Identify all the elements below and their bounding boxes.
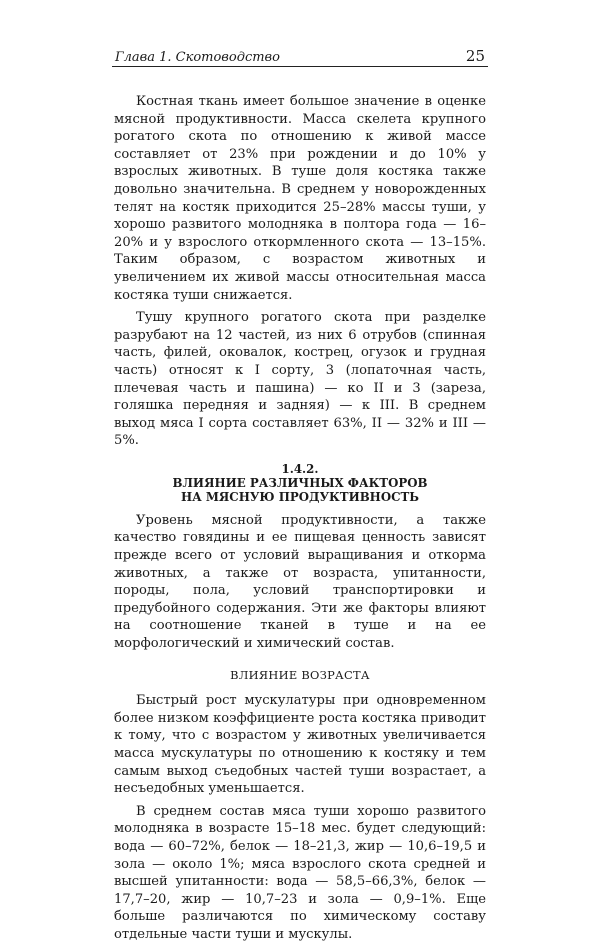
paragraph-productivity-factors: Уровень мясной продуктивности, а также качество говядины и ее пищевая ценность зависят прежде всего от условий выращивания и откорма животных, а также от возраста, упитанности, породы, пола, условий транспортировки и предубойного содержания. Эти же факторы влияют на соотношение тканей в туше и на ее морфологический и химический состав.: [114, 512, 486, 652]
section-title-line-1: ВЛИЯНИЕ РАЗЛИЧНЫХ ФАКТОРОВ: [172, 475, 428, 490]
section-number: 1.4.2.: [281, 461, 319, 476]
subsection-title: ВЛИЯНИЕ ВОЗРАСТА: [230, 667, 370, 682]
section-title: [114, 476, 486, 504]
paragraph-bone-tissue: Костная ткань имеет большое значение в оценке мясной продуктивности. Масса скелета крупного рогатого скота по отношению к живой массе составляет от 23% при рождении и до 10% у взрослых животных. В туше доля костяка также довольно значительна. В среднем у новорожденных телят на костяк приходится 25–28% массы туши, у хорошо развитого молодняка в полтора года — 16–20% и у взрослого откормленного скота — 13–15%. Таким образом, с возрастом животных и увеличением их живой массы относительная масса костяка туши снижается.: [114, 94, 486, 303]
section-title-line-2: НА МЯСНУЮ ПРОДУКТИВНОСТЬ: [180, 489, 420, 504]
chapter-title: Глава 1. Скотоводство: [115, 50, 280, 65]
paragraph-carcass-cutting: Тушу крупного рогатого скота при разделке разрубают на 12 частей, из них 6 отрубов (спинная часть, филей, оковалок, кострец, огузок и грудная часть) относят к I сорту, 3 (лопаточная часть, плечевая часть и пашина) — ко II и 3 (зареза, голяшка передняя и задняя) — к III. В среднем выход мяса I сорта составляет 63%, II — 32% и III — 5%.: [114, 310, 486, 449]
page-body: [114, 93, 486, 949]
page-number: 25: [465, 47, 485, 65]
paragraph-muscle-growth: Быстрый рост мускулатуры при одновременном более низком коэффициенте роста костяка приводит к тому, что с возрастом у животных увеличивается масса мускулатуры по отношению к костяку и тем самым выход съедобных частей туши возрастает, а несъедобных уменьшается.: [114, 693, 486, 797]
running-header: [115, 47, 485, 65]
paragraph-meat-composition: В среднем состав мяса туши хорошо развитого молодняка в возрасте 15–18 мес. будет следующий: вода — 60–72%, белок — 18–21,3, жир — 10,6–19,5 и зола — около 1%; мяса взрослого скота средней и высшей упитанности: вода — 58,5–66,3%, белок — 17,7–20, жир — 10,7–23 и зола — 0,9–1%. Еще больше различаются по химическому составу отдельные части туши и мускулы.: [114, 803, 486, 942]
header-rule: [112, 66, 488, 67]
